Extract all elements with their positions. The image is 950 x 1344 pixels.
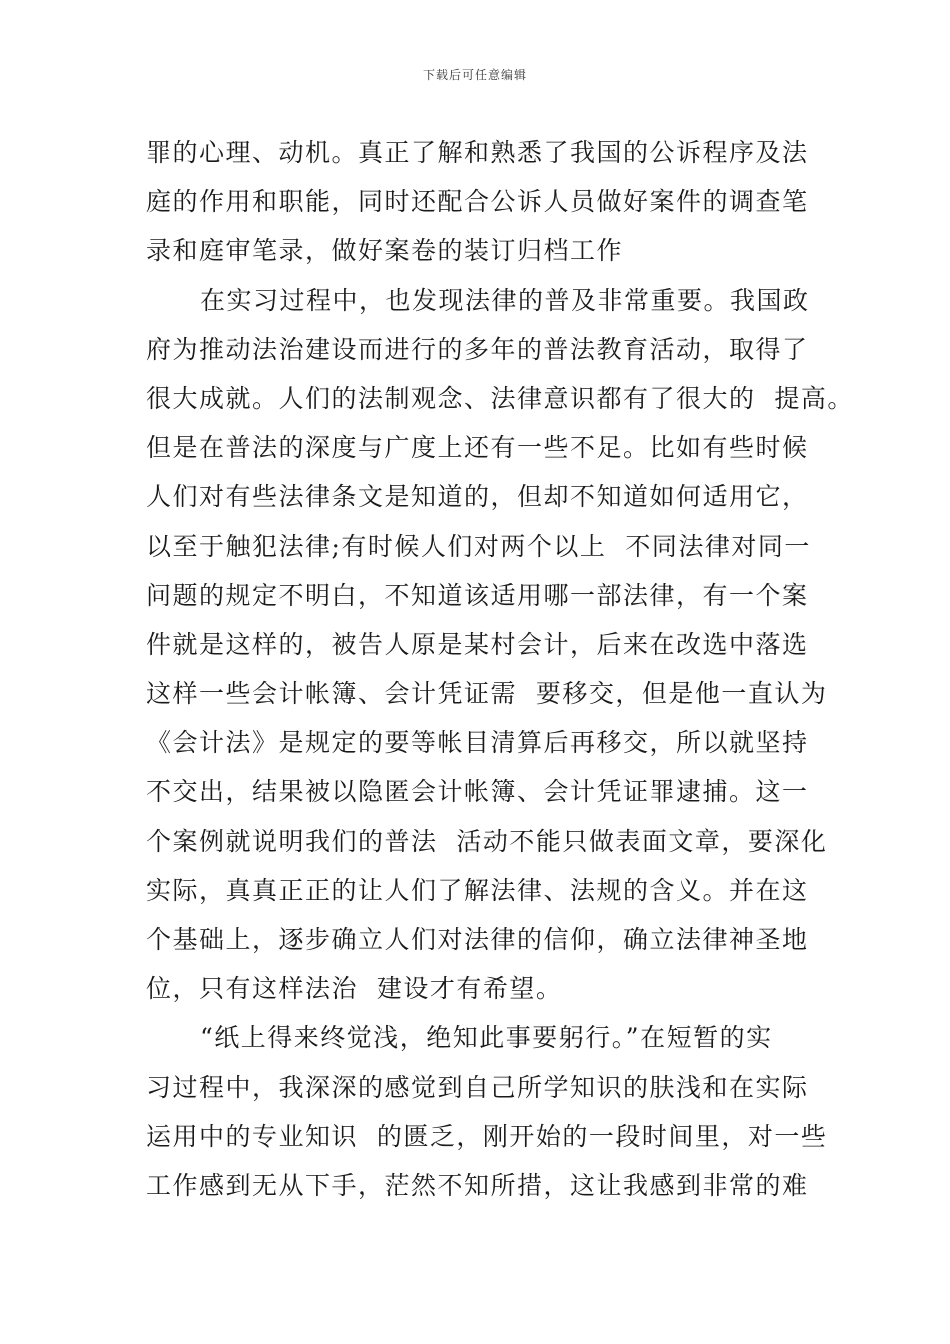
text-line: 这样一些会计帐簿、会计凭证需 要移交，但是他一直认为 bbox=[146, 679, 828, 709]
text-line: 个基础上，逐步确立人们对法律的信仰，确立法律神圣地 bbox=[146, 925, 809, 954]
text-line: 人们对有些法律条文是知道的，但却不知道如何适用它， bbox=[146, 482, 809, 512]
text-line: 运用中的专业知识 的匮乏，刚开始的一段时间里，对一些 bbox=[146, 1121, 828, 1151]
text-line: 很大成就。人们的法制观念、法律意识都有了很大的 提高。 bbox=[146, 383, 854, 413]
text-line: 件就是这样的，被告人原是某村会计，后来在改选中落选 bbox=[146, 629, 809, 659]
text-line: 以至于触犯法律;有时候人们对两个以上 不同法律对同一 bbox=[146, 531, 811, 561]
text-line: 问题的规定不明白，不知道该适用哪一部法律，有一个案 bbox=[146, 580, 809, 610]
text-line: 但是在普法的深度与广度上还有一些不足。比如有些时候 bbox=[146, 433, 809, 463]
text-line: 个案例就说明我们的普法 活动不能只做表面文章，要深化 bbox=[146, 826, 828, 856]
page-header: 下载后可任意编辑 bbox=[422, 68, 527, 82]
text-line: 位，只有这样法治 建设才有希望。 bbox=[146, 974, 563, 1004]
text-line: 罪的心理、动机。真正了解和熟悉了我国的公诉程序及法 bbox=[146, 138, 809, 167]
text-line: 实际，真真正正的让人们了解法律、法规的含义。并在这 bbox=[146, 875, 809, 905]
text-line: 工作感到无从下手，茫然不知所措，这让我感到非常的难 bbox=[146, 1170, 809, 1200]
text-line: 《会计法》是规定的要等帐目清算后再移交，所以就坚持 bbox=[146, 728, 809, 758]
paragraph-first-line: 在实习过程中，也发现法律的普及非常重要。我国政 bbox=[200, 285, 810, 315]
text-line: 录和庭审笔录，做好案卷的装订归档工作 bbox=[146, 236, 624, 266]
text-line: 不交出，结果被以隐匿会计帐簿、会计凭证罪逮捕。这一 bbox=[146, 777, 809, 807]
text-line: 府为推动法治建设而进行的多年的普法教育活动，取得了 bbox=[146, 334, 809, 364]
text-line: 庭的作用和职能，同时还配合公诉人员做好案件的调查笔 bbox=[146, 187, 809, 217]
paragraph-first-line: “纸上得来终觉浅，绝知此事要躬行。”在短暂的实 bbox=[200, 1023, 773, 1053]
text-line: 习过程中，我深深的感觉到自己所学知识的肤浅和在实际 bbox=[146, 1072, 809, 1102]
document-body bbox=[146, 128, 854, 1210]
